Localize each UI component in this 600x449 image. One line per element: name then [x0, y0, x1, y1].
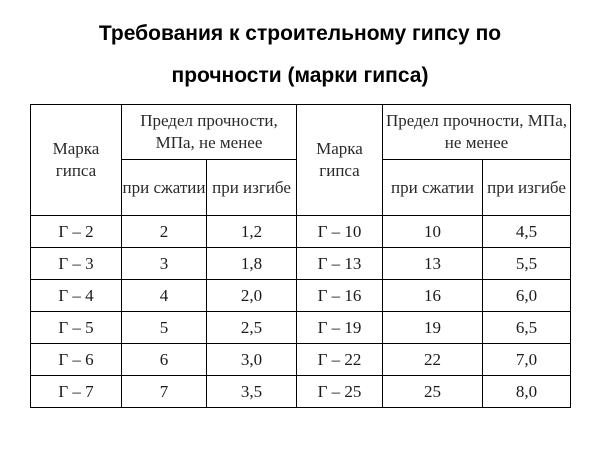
bending-cell: 3,0 [207, 344, 297, 376]
compression-cell: 6 [122, 344, 207, 376]
compression-cell: 19 [383, 312, 483, 344]
page-title-line-1: Требования к строительному гипсу по [98, 22, 502, 45]
bending-cell: 2,0 [207, 280, 297, 312]
table-row [31, 216, 571, 248]
compression-cell: 7 [122, 376, 207, 408]
compression-cell: 22 [383, 344, 483, 376]
compression-cell: 16 [383, 280, 483, 312]
grade-cell: Г – 6 [31, 344, 122, 376]
bending-cell: 1,2 [207, 216, 297, 248]
header-grade-left: Марка гипса [31, 105, 122, 216]
grade-cell: Г – 5 [31, 312, 122, 344]
bending-cell: 4,5 [483, 216, 571, 248]
compression-cell: 5 [122, 312, 207, 344]
grade-cell: Г – 16 [297, 280, 383, 312]
header-bending-right: при изгибе [483, 160, 571, 216]
bending-cell: 7,0 [483, 344, 571, 376]
bending-cell: 8,0 [483, 376, 571, 408]
header-grade-right: Марка гипса [297, 105, 383, 216]
table-row [31, 376, 571, 408]
grade-cell: Г – 4 [31, 280, 122, 312]
header-compression-right: при сжатии [383, 160, 483, 216]
table-row [31, 344, 571, 376]
grade-cell: Г – 2 [31, 216, 122, 248]
bending-cell: 6,0 [483, 280, 571, 312]
grade-cell: Г – 3 [31, 248, 122, 280]
table-row [31, 312, 571, 344]
compression-cell: 4 [122, 280, 207, 312]
bending-cell: 2,5 [207, 312, 297, 344]
bending-cell: 3,5 [207, 376, 297, 408]
grade-cell: Г – 7 [31, 376, 122, 408]
header-strength-right: Предел прочности, МПа, не менее [383, 105, 571, 160]
header-compression-left: при сжатии [122, 160, 207, 216]
compression-cell: 10 [383, 216, 483, 248]
page-title-line-2: прочности (марки гипса) [171, 64, 429, 87]
compression-cell: 3 [122, 248, 207, 280]
table-row [31, 280, 571, 312]
grade-cell: Г – 25 [297, 376, 383, 408]
grade-cell: Г – 22 [297, 344, 383, 376]
compression-cell: 13 [383, 248, 483, 280]
grade-cell: Г – 10 [297, 216, 383, 248]
gypsum-strength-table [30, 104, 571, 408]
compression-cell: 25 [383, 376, 483, 408]
compression-cell: 2 [122, 216, 207, 248]
bending-cell: 6,5 [483, 312, 571, 344]
grade-cell: Г – 19 [297, 312, 383, 344]
header-bending-left: при изгибе [207, 160, 297, 216]
table-row [31, 248, 571, 280]
bending-cell: 1,8 [207, 248, 297, 280]
bending-cell: 5,5 [483, 248, 571, 280]
grade-cell: Г – 13 [297, 248, 383, 280]
header-strength-left: Предел прочности, МПа, не менее [122, 105, 297, 160]
